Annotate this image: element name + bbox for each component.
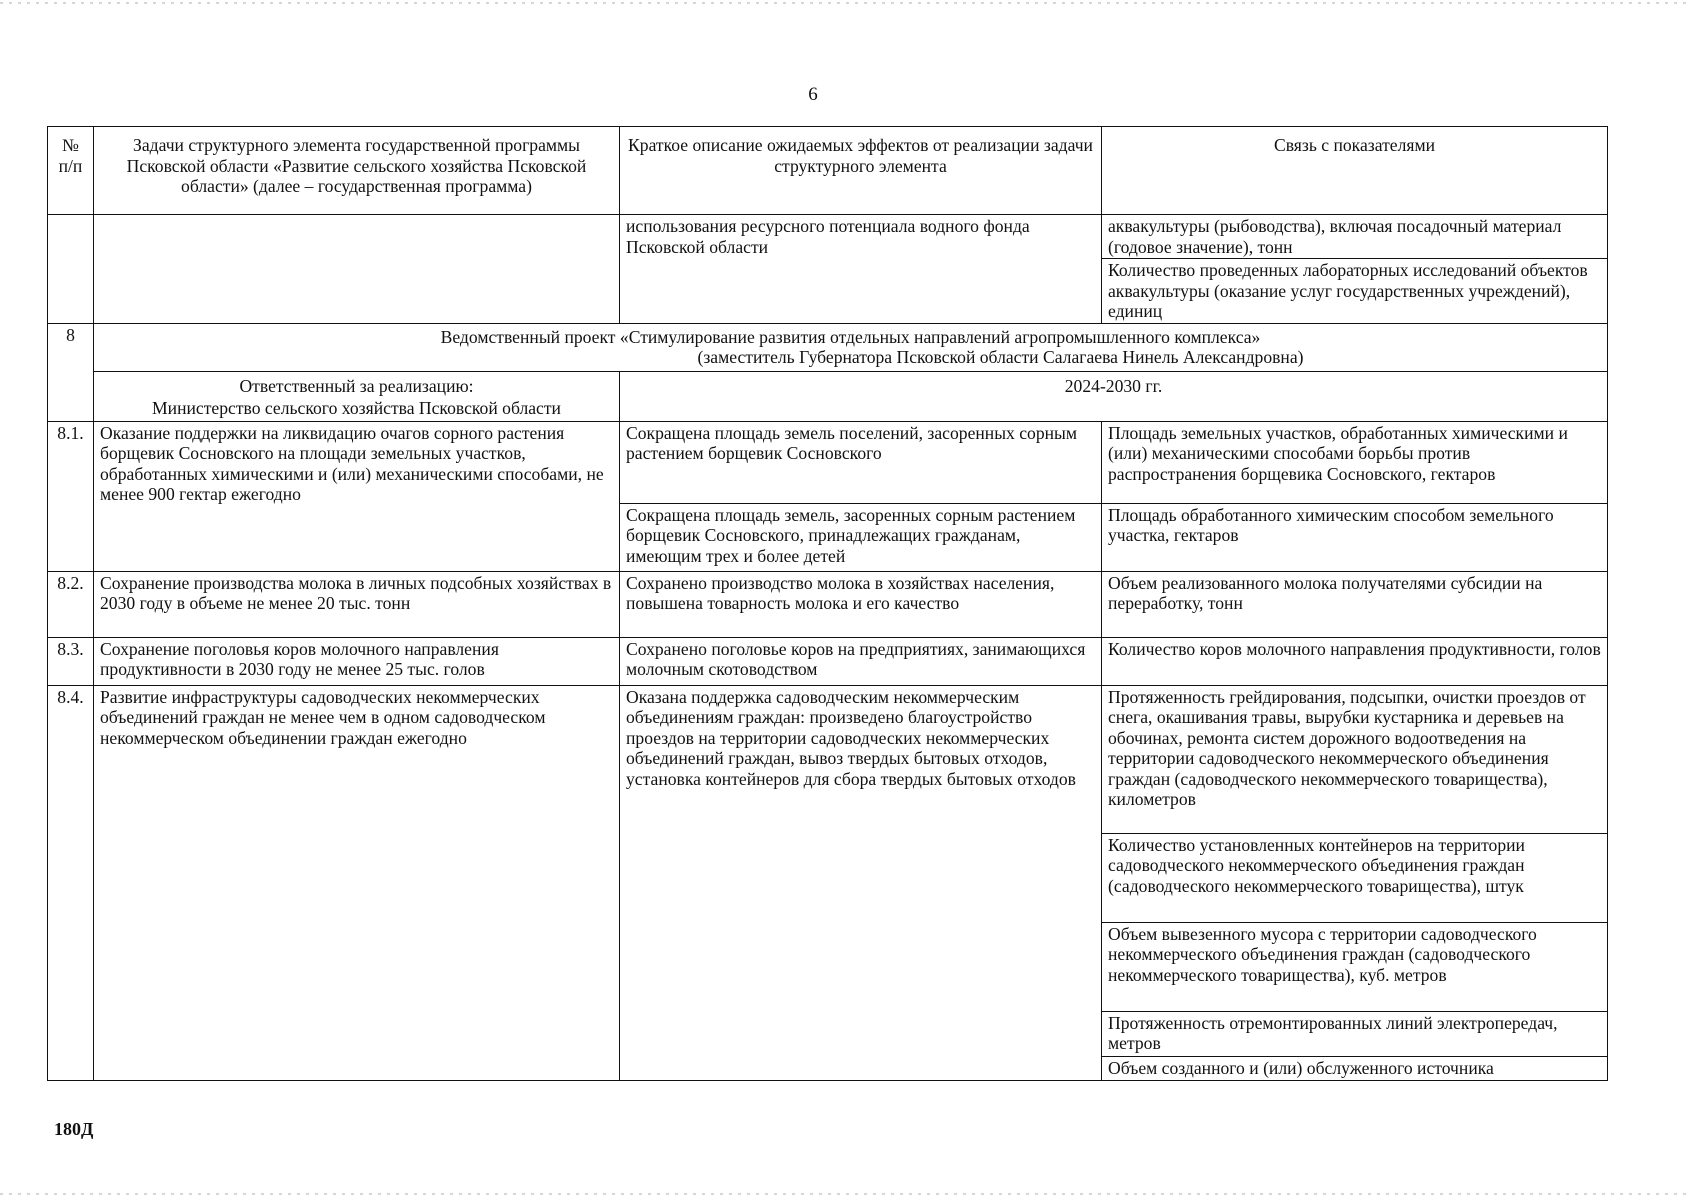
indicator-8-3: Количество коров молочного направления продуктивности, голов [1102,637,1608,685]
program-table [47,126,1608,1081]
continued-effect: использования ресурсного потенциала водного фонда Псковской области [620,215,1102,324]
indicator-8-1-a: Площадь земельных участков, обработанных химическими и (или) механическими способами борьбы против распространения борщевика Сосновского, гектаров [1102,421,1608,503]
table-row [48,215,1608,259]
header-number: № п/п [48,127,94,215]
effect-8-4: Оказана поддержка садоводческим некоммерческим объединениям граждан: произведено благоустройство проездов на территории садоводческих некоммерческих объединений граждан, вывоз твердых бытовых отходов, установка контейнеров для сбора твердых бытовых отходов [620,685,1102,1080]
effect-8-1-a: Сокращена площадь земель поселений, засоренных сорным растением борщевик Сосновского [620,421,1102,503]
responsible-ministry: Министерство сельского хозяйства Псковской области [152,398,561,418]
table-row [48,421,1608,503]
indicator-8-4-a: Протяженность грейдирования, подсыпки, очистки проездов от снега, окашивания травы, вырубки кустарника и деревьев на обочинах, ремонта систем дорожного водоотведения на территории садоводческого некоммерческого объединения граждан (садоводческого некоммерческого товарищества), километров [1102,685,1608,833]
row-number-8-2: 8.2. [48,571,94,637]
responsible-label: Ответственный за реализацию: [239,375,474,396]
table-row [48,637,1608,685]
header-effects: Краткое описание ожидаемых эффектов от реализации задачи структурного элемента [620,127,1102,215]
page-number: 6 [808,84,818,105]
scan-edge-bottom [0,1193,1686,1195]
indicator-8-4-e: Объем созданного и (или) обслуженного источника [1102,1056,1608,1080]
row-number-8-3: 8.3. [48,637,94,685]
row-number-8-1: 8.1. [48,421,94,571]
task-8-4: Развитие инфраструктуры садоводческих некоммерческих объединений граждан не менее чем в одном садоводческом некоммерческом объединении граждан ежегодно [94,685,620,1080]
indicator-8-4-d: Протяженность отремонтированных линий электропередач, метров [1102,1011,1608,1056]
table-row [48,685,1608,833]
section-row [48,323,1608,371]
continued-indicator-2: Количество проведенных лабораторных исследований объектов аквакультуры (оказание услуг государственных учреждений), единиц [1102,259,1608,324]
indicator-8-2: Объем реализованного молока получателями субсидии на переработку, тонн [1102,571,1608,637]
indicator-8-4-b: Количество установленных контейнеров на территории садоводческого некоммерческого объединения граждан (садоводческого некоммерческого товарищества), штук [1102,833,1608,922]
responsible-cell [94,371,620,421]
scan-edge-top [0,2,1686,4]
row-number-8-4: 8.4. [48,685,94,1080]
period-cell: 2024-2030 гг. [620,371,1608,421]
task-8-2: Сохранение производства молока в личных подсобных хозяйствах в 2030 году в объеме не менее 20 тыс. тонн [94,571,620,637]
task-8-3: Сохранение поголовья коров молочного направления продуктивности в 2030 году не менее 25 тыс. голов [94,637,620,685]
effect-8-3: Сохранено поголовье коров на предприятиях, занимающихся молочным скотоводством [620,637,1102,685]
header-tasks: Задачи структурного элемента государственной программы Псковской области «Развитие сельского хозяйства Псковской области» (далее – государственная программа) [94,127,620,215]
header-indicators: Связь с показателями [1102,127,1608,215]
section-title-line1: Ведомственный проект «Стимулирование развития отдельных направлений агропромышленного комплекса» [440,326,1261,347]
responsible-row [48,371,1608,421]
effect-8-1-b: Сокращена площадь земель, засоренных сорным растением борщевик Сосновского, принадлежащих гражданам, имеющим трех и более детей [620,503,1102,571]
task-8-1: Оказание поддержки на ликвидацию очагов сорного растения борщевик Сосновского на площади земельных участков, обработанных химическими и (или) механическими способами, не менее 900 гектар ежегодно [94,421,620,571]
indicator-8-1-b: Площадь обработанного химическим способом земельного участка, гектаров [1102,503,1608,571]
continued-number-cell [48,215,94,324]
indicator-8-4-c: Объем вывезенного мусора с территории садоводческого некоммерческого объединения граждан (садоводческого некоммерческого товарищества), куб. метров [1102,922,1608,1011]
effect-8-2: Сохранено производство молока в хозяйствах населения, повышена товарность молока и его качество [620,571,1102,637]
section-title [94,323,1608,371]
continued-indicator-1: аквакультуры (рыбоводства), включая посадочный материал (годовое значение), тонн [1102,215,1608,259]
footer-code: 180Д [54,1119,94,1139]
continued-task-cell [94,215,620,324]
table-header-row [48,127,1608,215]
section-title-line2: (заместитель Губернатора Псковской области Салагаева Нинель Александровна) [697,347,1304,367]
table-row [48,571,1608,637]
section-number: 8 [48,323,94,421]
